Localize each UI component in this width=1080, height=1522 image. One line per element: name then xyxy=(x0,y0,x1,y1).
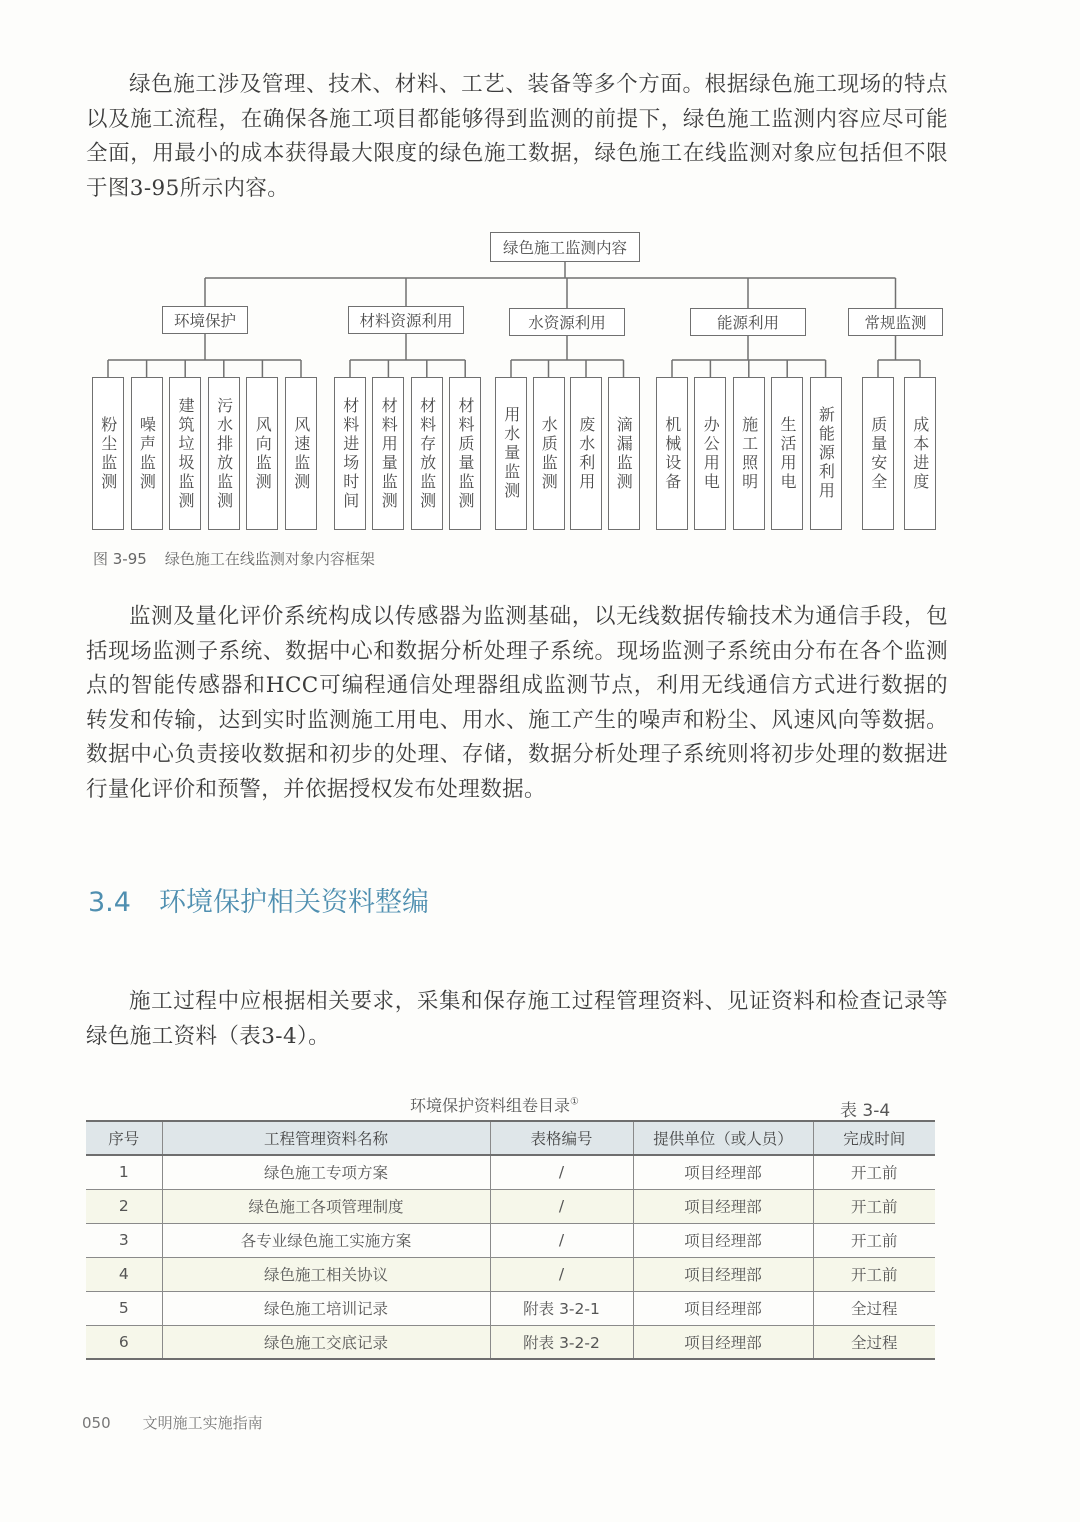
intro-paragraph: 绿色施工涉及管理、技术、材料、工艺、装备等多个方面。根据绿色施工现场的特点以及施工流程，在确保各施工项目都能够得到监测的前提下，绿色施工监测内容应尽可能全面，用最小的成本获得最大限度的绿色施工数据，绿色施工在线监测对象应包括但不限于图3-95所示内容。 xyxy=(86,72,948,201)
cell-provider: 项目经理部 xyxy=(633,1291,813,1325)
diagram-leaf-node: 材料质量监测 xyxy=(449,377,481,530)
cell-provider: 项目经理部 xyxy=(633,1223,813,1257)
diagram-leaf-node: 材料进场时间 xyxy=(334,377,366,530)
book-title: 文明施工实施指南 xyxy=(142,1414,263,1432)
table-number: 表 3-4 xyxy=(840,1101,891,1121)
section-number: 3.4 xyxy=(88,887,131,918)
cell-completion: 开工前 xyxy=(813,1155,935,1189)
diagram-leaf-node: 成本进度 xyxy=(904,377,936,530)
cell-provider: 项目经理部 xyxy=(633,1257,813,1291)
diagram-leaf-node: 新能源利用 xyxy=(810,377,842,530)
cell-provider: 项目经理部 xyxy=(633,1189,813,1223)
cell-form-no: / xyxy=(490,1155,633,1189)
table-title xyxy=(410,1093,579,1116)
table-title-text: 环境保护资料组卷目录 xyxy=(410,1096,571,1115)
cell-completion: 开工前 xyxy=(813,1223,935,1257)
cell-form-no: / xyxy=(490,1257,633,1291)
cell-name: 绿色施工培训记录 xyxy=(162,1291,490,1325)
cell-form-no: 附表 3-2-1 xyxy=(490,1291,633,1325)
header-provider: 提供单位（或人员） xyxy=(633,1121,813,1155)
table-row xyxy=(86,1257,935,1291)
cell-completion: 开工前 xyxy=(813,1189,935,1223)
cell-name: 绿色施工交底记录 xyxy=(162,1325,490,1359)
diagram-leaf-node: 施工照明 xyxy=(733,377,765,530)
system-paragraph: 监测及量化评价系统构成以传感器为监测基础，以无线数据传输技术为通信手段，包括现场监测子系统、数据中心和数据分析处理子系统。现场监测子系统由分布在各个监测点的智能传感器和HCC可编程通信处理器组成监测节点，利用无线通信方式进行数据的转发和传输，达到实时监测施工用电、用水、施工产生的噪声和粉尘、风速风向等数据。数据中心负责接收数据和初步的处理、存储，数据分析处理子系统则将初步处理的数据进行量化评价和预警，并依据授权发布处理数据。 xyxy=(86,604,948,802)
diagram-leaf-node: 机械设备 xyxy=(656,377,688,530)
diagram-leaf-node: 风速监测 xyxy=(285,377,317,530)
cell-index: 6 xyxy=(86,1325,162,1359)
diagram-group-node: 环境保护 xyxy=(162,306,248,334)
section-title: 环境保护相关资料整编 xyxy=(158,887,429,918)
monitoring-content-diagram xyxy=(86,225,956,535)
cell-index: 3 xyxy=(86,1223,162,1257)
header-completion: 完成时间 xyxy=(813,1121,935,1155)
cell-form-no: / xyxy=(490,1223,633,1257)
table-row xyxy=(86,1291,935,1325)
diagram-leaf-node: 质量安全 xyxy=(862,377,894,530)
diagram-root-node: 绿色施工监测内容 xyxy=(490,232,640,262)
diagram-leaf-node: 用水量监测 xyxy=(495,377,527,530)
diagram-leaf-node: 水质监测 xyxy=(533,377,565,530)
diagram-leaf-node: 材料用量监测 xyxy=(372,377,404,530)
footnote-mark: ① xyxy=(570,1096,579,1108)
header-form-no: 表格编号 xyxy=(490,1121,633,1155)
table-row xyxy=(86,1189,935,1223)
cell-name: 绿色施工相关协议 xyxy=(162,1257,490,1291)
cell-form-no: 附表 3-2-2 xyxy=(490,1325,633,1359)
diagram-group-node: 材料资源利用 xyxy=(348,306,464,334)
section-paragraph: 施工过程中应根据相关要求，采集和保存施工过程管理资料、见证资料和检查记录等绿色施工资料（表3-4）。 xyxy=(86,989,948,1049)
diagram-leaf-node: 办公用电 xyxy=(694,377,726,530)
diagram-leaf-node: 生活用电 xyxy=(771,377,803,530)
header-name: 工程管理资料名称 xyxy=(162,1121,490,1155)
cell-completion: 开工前 xyxy=(813,1257,935,1291)
cell-index: 5 xyxy=(86,1291,162,1325)
diagram-group-node: 常规监测 xyxy=(848,308,943,336)
figure-caption xyxy=(93,548,375,569)
diagram-leaf-node: 污水排放监测 xyxy=(208,377,240,530)
header-index: 序号 xyxy=(86,1121,162,1155)
cell-form-no: / xyxy=(490,1189,633,1223)
cell-name: 各专业绿色施工实施方案 xyxy=(162,1223,490,1257)
diagram-leaf-node: 粉尘监测 xyxy=(92,377,124,530)
cell-provider: 项目经理部 xyxy=(633,1155,813,1189)
figure-caption-text: 绿色施工在线监测对象内容框架 xyxy=(164,550,375,568)
table-row xyxy=(86,1223,935,1257)
diagram-leaf-node: 滴漏监测 xyxy=(608,377,640,530)
diagram-group-node: 水资源利用 xyxy=(509,308,625,336)
diagram-leaf-node: 废水利用 xyxy=(570,377,602,530)
section-heading xyxy=(88,880,429,919)
diagram-leaf-node: 建筑垃圾监测 xyxy=(169,377,201,530)
cell-completion: 全过程 xyxy=(813,1291,935,1325)
cell-index: 4 xyxy=(86,1257,162,1291)
table-row xyxy=(86,1155,935,1189)
diagram-group-node: 能源利用 xyxy=(690,308,806,336)
cell-index: 2 xyxy=(86,1189,162,1223)
table-header-row xyxy=(86,1121,935,1155)
page-number: 050 xyxy=(82,1414,111,1432)
page-footer xyxy=(82,1412,263,1433)
diagram-leaf-node: 风向监测 xyxy=(246,377,278,530)
cell-provider: 项目经理部 xyxy=(633,1325,813,1359)
cell-completion: 全过程 xyxy=(813,1325,935,1359)
diagram-leaf-node: 材料存放监测 xyxy=(411,377,443,530)
figure-number: 图 3-95 xyxy=(93,550,147,568)
records-table xyxy=(86,1120,935,1360)
table-row xyxy=(86,1325,935,1359)
cell-name: 绿色施工专项方案 xyxy=(162,1155,490,1189)
cell-name: 绿色施工各项管理制度 xyxy=(162,1189,490,1223)
diagram-leaf-node: 噪声监测 xyxy=(131,377,163,530)
cell-index: 1 xyxy=(86,1155,162,1189)
